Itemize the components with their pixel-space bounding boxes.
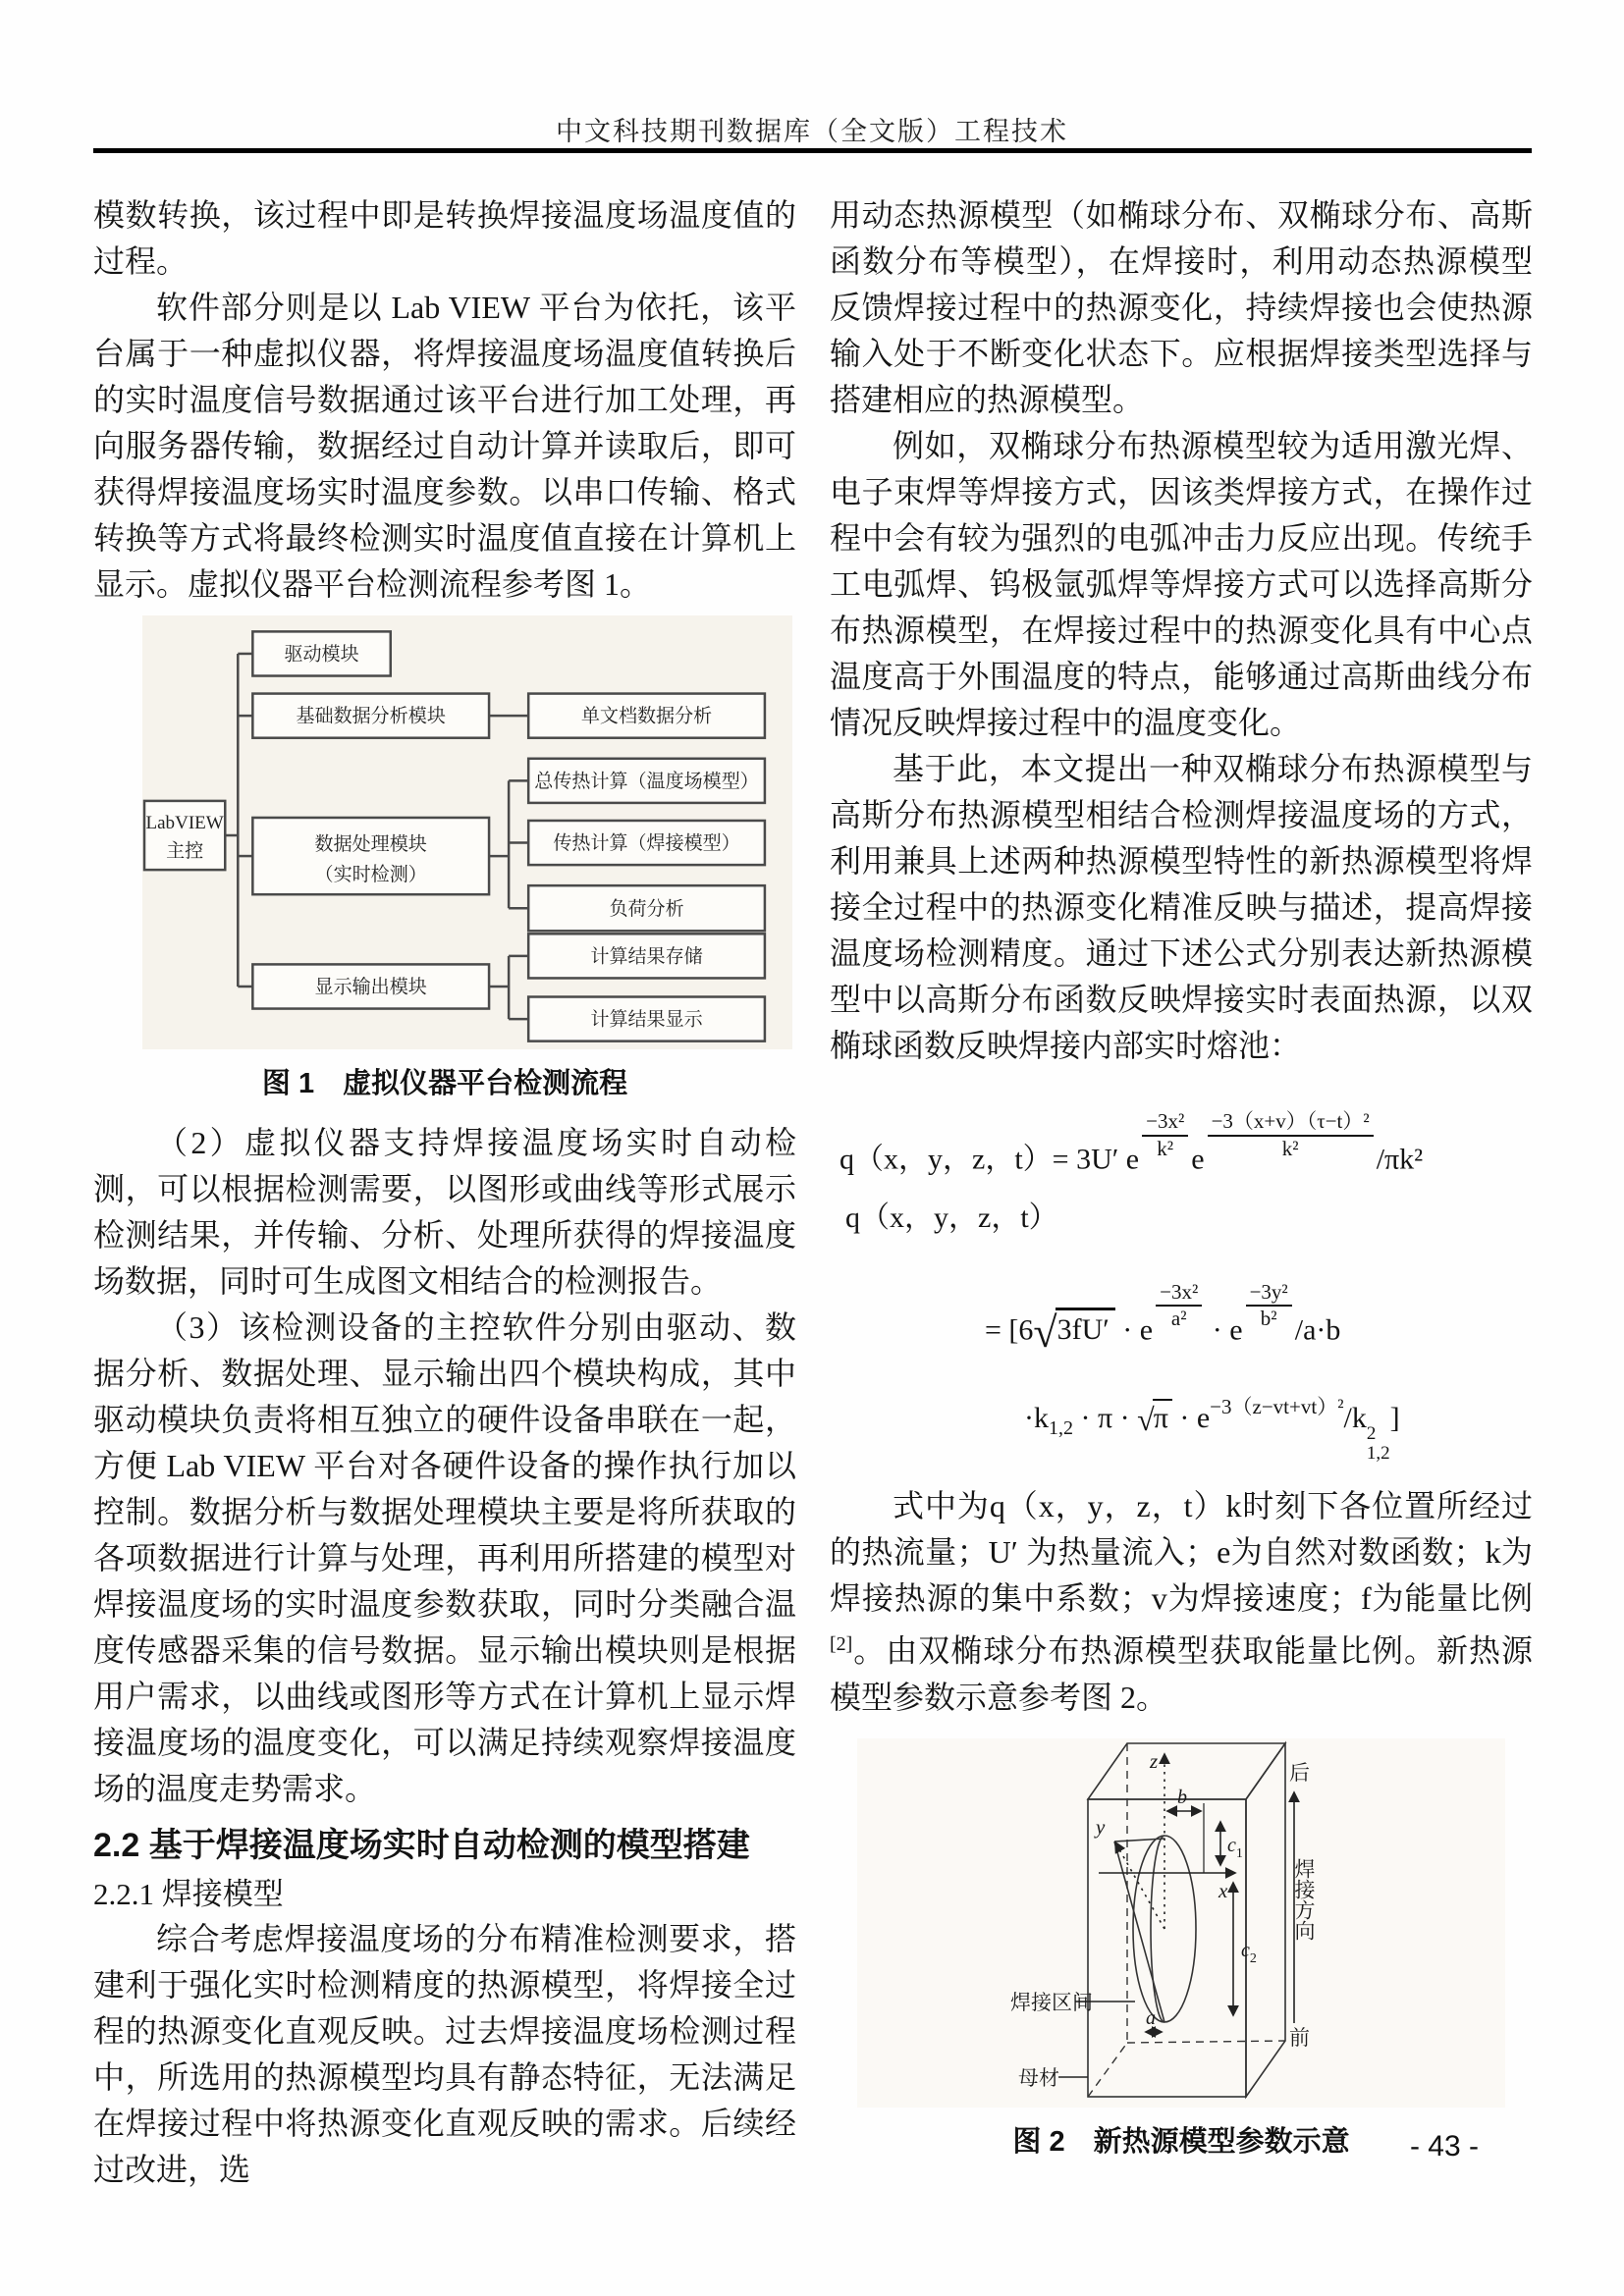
formula-gauss-surface xyxy=(839,1110,1533,1176)
base-metal-label: 母材 xyxy=(1018,2065,1059,2090)
formula-ellipsoid-lhs: q（x，y，z，t） xyxy=(845,1201,1058,1234)
front-label: 前 xyxy=(1289,2025,1310,2050)
flowchart-svg xyxy=(142,615,792,1049)
formula-ellipsoid-line2: = [6√3fU′ · e $\frac{\text{−3x²}}{\text{a²}}$ · e $\frac{\text{−3y²}}{\text{b²}}$ /a·b xyxy=(985,1279,1341,1358)
node-show-label: 计算结果显示 xyxy=(590,1009,703,1031)
node-drive-label: 驱动模块 xyxy=(284,644,359,666)
reference-marker: [2] xyxy=(830,1633,853,1656)
formula1-lhs: q（x，y，z，t）= 3U′ xyxy=(839,1143,1126,1176)
page-header: 中文科技期刊数据库（全文版）工程技术 xyxy=(556,117,1068,146)
node-heat-label: 传热计算（焊接模型） xyxy=(553,833,740,855)
radical-sign: √ xyxy=(1033,1308,1056,1358)
node-single-label: 单文档数据分析 xyxy=(580,706,713,727)
node-proc-label1: 数据处理模块 xyxy=(314,834,427,856)
section-heading-2-2: 2.2 基于焊接温度场实时自动检测的模型搭建 xyxy=(93,1827,750,1864)
page-number: - 43 - xyxy=(1409,2130,1480,2163)
node-load-label: 负荷分析 xyxy=(609,899,684,921)
weld-direction-label: 焊接方向 xyxy=(1292,1857,1316,1941)
formula2-exp-fraction1: $\frac{\text{−3x²}}{\text{a²}}$ xyxy=(1156,1281,1202,1331)
z-axis-label: z xyxy=(1150,1748,1159,1773)
radical-pi: √π xyxy=(1137,1399,1172,1437)
y-axis-label: y xyxy=(1096,1814,1106,1839)
dim-b-label: b xyxy=(1177,1786,1187,1808)
header-rule xyxy=(93,148,1532,153)
paragraph: （2）虚拟仪器支持焊接温度场实时自动检测，可以根据检测需要，以图形或曲线等形式展示检测结果，并传输、分析、处理所获得的焊接温度场数据，同时可生成图文相结合的检测报告。 xyxy=(93,1125,796,1299)
paragraph: 例如，双椭球分布热源模型较为适用激光焊、电子束焊等焊接方式，因该类焊接方式，在操作过程中会有较为强烈的电弧冲击力反应出现。传统手工电弧焊、钨极氩弧焊等焊接方式可以选择高斯分布热源模型，在焊接过程中的热源变化具有中心点温度高于外围温度的特点，能够通过高斯曲线分布情况反映焊接过程中的温度变化。 xyxy=(830,428,1533,740)
figure2-labels xyxy=(1010,1749,1316,2090)
paragraph: 软件部分则是以 Lab VIEW 平台为依托，该平台属于一种虚拟仪器，将焊接温度场温度值转换后的实时温度信号数据通过该平台进行加工处理，再向服务器传输，数据经过自动计算并读取后，即可获得焊接温度场实时温度参数。以串口传输、格式转换等方式将最终检测实时温度值直接在计算机上显示。虚拟仪器平台检测流程参考图 1。 xyxy=(93,290,796,602)
paragraph: 基于此，本文提出一种双椭球分布热源模型与高斯分布热源模型相结合检测焊接温度场的方式，利用兼具上述两种热源模型特性的新热源模型将焊接全过程中的热源变化精准反映与描述，提高焊接温度场检测精度。通过下述公式分别表达新热源模型中以高斯分布函数反映焊接实时表面热源，以双椭球函数反映焊接内部实时熔池： xyxy=(830,751,1533,1063)
left-column xyxy=(93,192,796,2193)
node-labview-label1: LabVIEW xyxy=(145,812,224,833)
paragraph: 式中为q（x，y，z，t）k时刻下各位置所经过的热流量；U′ 为热量流入；e为自然对数函数；k为焊接热源的集中系数；v为焊接速度；f为能量比例[2]。由双椭球分布热源模型获取能量比例。新热源模型参数示意参考图 2。 xyxy=(830,1488,1533,1715)
dim-c1-label: c1 xyxy=(1227,1834,1243,1861)
radical: √3fU′ xyxy=(1033,1308,1114,1357)
paragraph: 综合考虑焊接温度场的分布精准检测要求，搭建利于强化实时检测精度的热源模型，将焊接全过程的热源变化直观反映。过去焊接温度场检测过程中，所选用的热源模型均具有静态特征，无法满足在焊接过程中将热源变化直观反映的需求。后续经过改进，选 xyxy=(93,1921,796,2187)
figure1-caption: 图 1 虚拟仪器平台检测流程 xyxy=(261,1068,628,1099)
dim-c2-label: c2 xyxy=(1241,1939,1257,1966)
formula1-exp-fraction2: $\frac{\text{−3（x+v）（τ−t）²}}{\text{k²}}$ xyxy=(1208,1110,1374,1160)
node-store-label: 计算结果存储 xyxy=(590,946,703,968)
rear-label: 后 xyxy=(1289,1760,1310,1785)
node-basic-label: 基础数据分析模块 xyxy=(296,706,446,727)
k-sup-sub: 2 1,2 xyxy=(1366,1423,1390,1465)
section-heading-2-2-1: 2.2.1 焊接模型 xyxy=(93,1877,284,1911)
paragraph: （3）该检测设备的主控软件分别由驱动、数据分析、数据处理、显示输出四个模块构成，其中驱动模块负责将相互独立的硬件设备串联在一起，方便 Lab VIEW 平台对各硬件设备的操作执行加以控制。数据分析与数据处理模块主要是将所获取的各项数据进行计算与处理，再利用所搭建的模型对焊接温度场的实时温度参数获取，同时分类融合温度传感器采集的信号数据。显示输出模块则是根据用户需求，以曲线或图形等方式在计算机上显示焊接温度场的温度变化，可以满足持续观察焊接温度场的温度走势需求。 xyxy=(93,1309,796,1806)
formula2-exp-fraction2: $\frac{\text{−3y²}}{\text{b²}}$ xyxy=(1246,1281,1292,1331)
node-proc-label2: （实时检测） xyxy=(314,865,427,886)
dimension-arrows xyxy=(1058,1792,1294,2077)
formula1-base2: e xyxy=(1191,1143,1205,1176)
formula1-exp-fraction1: $\frac{\text{−3x²}}{\text{k²}}$ xyxy=(1142,1110,1188,1160)
y-axis xyxy=(1115,1842,1164,1929)
x-axis-label: x xyxy=(1218,1878,1228,1902)
paragraph: 用动态热源模型（如椭球分布、双椭球分布、高斯函数分布等模型），在焊接时，利用动态热源模型反馈焊接过程中的热源变化，持续焊接也会使热源输入处于不断变化状态下。应根据焊接类型选择与搭建相应的热源模型。 xyxy=(830,197,1533,417)
dim-a-label: a xyxy=(1146,2006,1156,2029)
node-total-label: 总传热计算（温度场模型） xyxy=(534,771,759,792)
figure2-heat-source-model xyxy=(857,1738,1505,2108)
figure2-caption: 图 2 新热源模型参数示意 xyxy=(1012,2125,1350,2158)
figure2-svg xyxy=(857,1738,1505,2108)
weld-zone-label: 焊接区间 xyxy=(1010,1990,1093,2014)
formula-ellipsoid-line3: $\cdot k_{1,2} \cdot \pi \cdot √\pi \cdot e^{-3(z-vt+vt)^2}/k$ 2 1,2 ] xyxy=(1024,1395,1400,1465)
figure1-flowchart xyxy=(142,615,792,1049)
formula1-base1: e xyxy=(1125,1143,1140,1176)
paragraph: 模数转换，该过程中即是转换焊接温度场温度值的过程。 xyxy=(93,197,796,279)
node-labview-label2: 主控 xyxy=(166,841,204,863)
formula1-tail: /πk² xyxy=(1376,1143,1424,1176)
right-column xyxy=(830,192,1533,2161)
node-display-label: 显示输出模块 xyxy=(314,977,427,998)
